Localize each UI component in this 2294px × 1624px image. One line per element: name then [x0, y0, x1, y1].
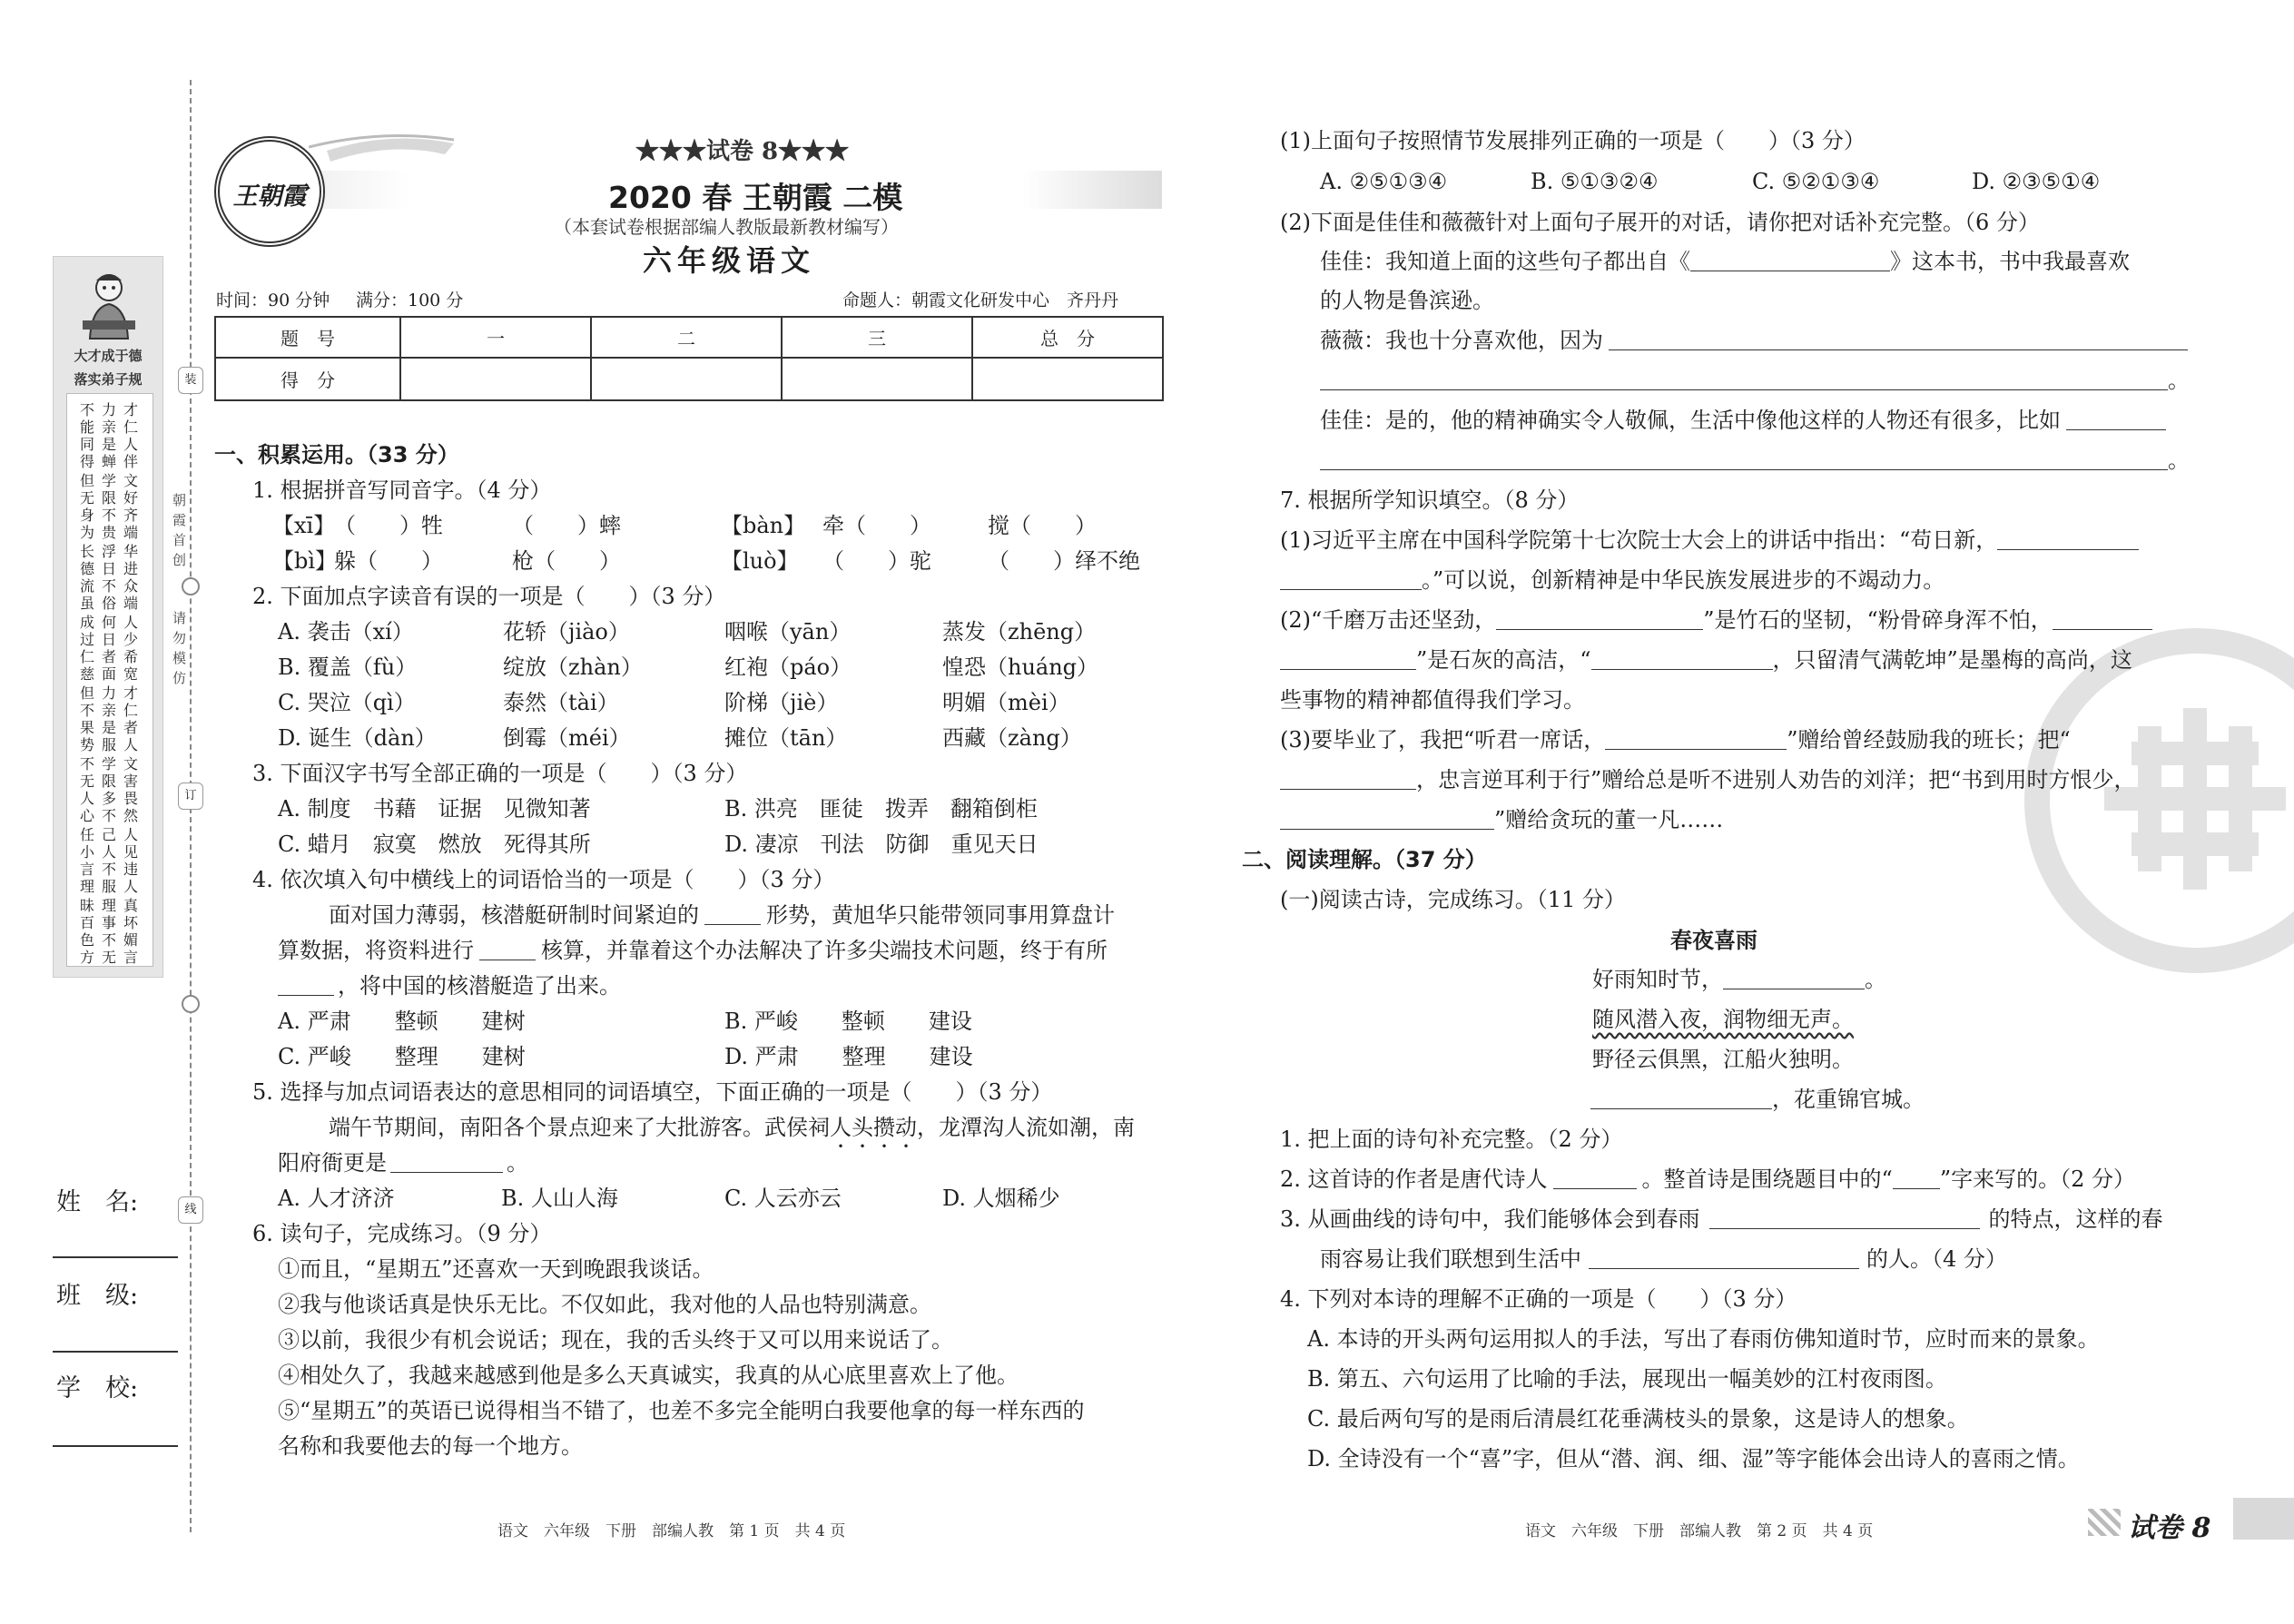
- sidebar-verse-column: 学限不贵: [102, 472, 117, 541]
- q6-sentence-5: ⑤“星期五”的英语已说得相当不错了，也差不多完全能明白我要他拿的每一样东西的: [278, 1398, 1085, 1423]
- q2-option-word: 红袍（páo）: [724, 655, 852, 680]
- poem-q3-line-2: 雨容易让我们联想到生活中 的人。（4 分）: [1320, 1246, 2007, 1272]
- q2-option-word: 绽放（zhàn）: [503, 655, 643, 680]
- name-label: 姓 名:: [56, 1188, 139, 1216]
- q1-blank[interactable]: （ ）牲: [334, 513, 443, 538]
- sidebar-verse-column: 成过仁慈: [80, 614, 95, 683]
- q4-blank-1[interactable]: [704, 901, 761, 925]
- q6-sentence-3: ③以前，我很少有机会说话；现在，我的舌头终于又可以用来说话了。: [278, 1327, 953, 1353]
- sidebar-verse-column: 力亲是蝉: [102, 401, 117, 470]
- sidebar-verse-column: 人见违人: [123, 826, 139, 895]
- binding-circle-1: [182, 577, 200, 595]
- poem-line-4: ，花重锦官城。: [1590, 1082, 1925, 1117]
- footer-left: 语文 六年级 下册 部编人教 第 1 页 共 4 页: [497, 1522, 846, 1540]
- book-title-blank[interactable]: [1690, 247, 1890, 271]
- score-header: 二: [591, 317, 782, 358]
- sidebar-verse-column: 但不果势: [80, 684, 95, 753]
- q7-2-blank-3[interactable]: [1280, 645, 1416, 670]
- q7-3-line-3: ”赠给贪玩的董一凡……: [1280, 802, 1723, 838]
- q3-option-a[interactable]: A. 制度 书藉 证据 见微知著: [278, 796, 591, 822]
- poem-q4-option-b[interactable]: B. 第五、六句运用了比喻的手法，展现出一幅美妙的江村夜雨图。: [1307, 1366, 1947, 1392]
- q3-option-b[interactable]: B. 洪亮 匪徒 拨弄 翻箱倒柜: [724, 796, 1038, 822]
- q7-2-blank-1[interactable]: [1496, 605, 1703, 630]
- binding-tab-3: 线: [178, 1196, 203, 1224]
- q2-option-word: 摊位（tān）: [724, 725, 848, 751]
- q1-blank[interactable]: 搅（ ）: [988, 513, 1097, 538]
- q7-2-line-3: 些事物的精神都值得我们学习。: [1280, 687, 1585, 713]
- exam-author: 命题人：朝霞文化研发中心 齐丹丹: [842, 290, 1119, 310]
- q5-option-b[interactable]: B. 人山人海: [501, 1186, 618, 1211]
- q1-pinyin: 【luò】: [721, 548, 799, 574]
- poet-blank[interactable]: [1553, 1165, 1637, 1189]
- q2-option-word[interactable]: B. 覆盖（fù）: [278, 655, 418, 680]
- sidebar-verse-column: 才仁者人: [123, 684, 139, 753]
- sidebar-verse-column: 浮日不俗: [102, 543, 117, 612]
- school-field[interactable]: [53, 1445, 178, 1447]
- poem-q1: 1. 把上面的诗句补充完整。（2 分）: [1280, 1127, 1623, 1152]
- q2-option-word: 倒霉（méi）: [503, 725, 631, 751]
- q5-passage-1: 端午节期间，南阳各个景点迎来了大批游客。武侯祠人头攒动，龙潭沟人流如潮，南: [329, 1115, 1135, 1140]
- q4-passage-2: 算数据，将资料进行 核算，并靠着这个办法解决了许多尖端技术问题，终于有所: [278, 938, 1108, 963]
- jiajia-blank-2[interactable]: [1320, 446, 2168, 470]
- sidebar-verse-column: 文好齐端: [123, 472, 139, 541]
- logo: [214, 136, 325, 247]
- sidebar-motto-1: 大才成于德: [74, 348, 143, 364]
- sidebar-verse-column: 学限多不: [102, 755, 117, 824]
- q5-option-d[interactable]: D. 人烟稀少: [942, 1186, 1060, 1211]
- q6-sentence-5-cont: 名称和我要他去的每一个地方。: [278, 1433, 583, 1459]
- q7-2-line-2: ”是石灰的高洁，“ ，只留清气满乾坤”是墨梅的高尚，这: [1280, 643, 2132, 678]
- footer-corner-bar: [2233, 1498, 2294, 1540]
- q3-option-d[interactable]: D. 凄凉 刊法 防御 重见天日: [724, 832, 1039, 857]
- q2-title: 2. 下面加点字读音有误的一项是（ ）（3 分）: [252, 584, 726, 609]
- q5-passage-2: 阳府衙更是 。: [278, 1150, 528, 1176]
- q5-option-a[interactable]: A. 人才济济: [278, 1186, 395, 1211]
- q7-1-blank-2[interactable]: [1280, 566, 1422, 590]
- exam-subject: 六年级语文: [643, 243, 816, 278]
- q1-blank[interactable]: 枪（ ）: [512, 548, 621, 574]
- q6-sentence-1: ①而且，“星期五”还喜欢一天到晚跟我谈话。: [278, 1256, 714, 1282]
- q1-pinyin: 【bì】: [272, 548, 338, 574]
- poem-blank-2[interactable]: [1590, 1085, 1772, 1109]
- score-row-label: 得 分: [215, 358, 400, 400]
- q6-1-option-c[interactable]: C. ⑤②①③④: [1752, 169, 1880, 194]
- weiwei-blank-1[interactable]: [1609, 326, 2188, 350]
- score-header: 三: [782, 317, 972, 358]
- q7-1-blank-1[interactable]: [1997, 526, 2139, 550]
- sidebar-verse-column: 但无身为: [80, 472, 95, 541]
- poem-q4: 4. 下列对本诗的理解不正确的一项是（ ）（3 分）: [1280, 1286, 1797, 1312]
- q2-option-word: 泰然（tài）: [503, 690, 619, 715]
- sidebar-verse-column: 任小言理: [80, 826, 95, 895]
- jiajia-line-2-cont: 。: [1320, 443, 2190, 478]
- q5-dotted-phrase: 人头攒动: [830, 1115, 917, 1140]
- q4-option-c[interactable]: C. 严峻 整理 建树: [278, 1044, 526, 1069]
- sidebar-verse-column: 人少希宽: [123, 614, 139, 683]
- binding-tab-1: 装: [178, 367, 203, 394]
- sidebar-verse-column: 力亲是服: [102, 684, 117, 753]
- q2-option-word[interactable]: D. 诞生（dàn）: [278, 725, 437, 751]
- q4-blank-3[interactable]: [278, 971, 334, 996]
- sidebar-verse-column: 真坏媚言: [123, 897, 139, 966]
- q7-3-blank-2[interactable]: [1280, 765, 1416, 790]
- q6-title: 6. 读句子，完成练习。（9 分）: [252, 1221, 552, 1246]
- q2-option-word: 蒸发（zhēng）: [942, 619, 1097, 645]
- weiwei-blank-2[interactable]: [1320, 366, 2168, 390]
- q4-option-b[interactable]: B. 严峻 整顿 建设: [724, 1009, 972, 1034]
- q2-option-word[interactable]: C. 哭泣（qì）: [278, 690, 416, 715]
- poem-blank-1[interactable]: [1723, 965, 1865, 989]
- sidebar-verse-column: 文害畏然: [123, 755, 139, 824]
- jiajia-line-1-cont: 的人物是鲁滨逊。: [1320, 288, 1494, 313]
- rain-feature-blank[interactable]: [1709, 1205, 1980, 1229]
- footer-paper-tag: 试卷 8: [2128, 1512, 2211, 1544]
- people-blank[interactable]: [1589, 1245, 1859, 1269]
- sidebar-verse-column: 理事不无: [102, 897, 117, 966]
- title-char-blank[interactable]: [1893, 1165, 1940, 1189]
- sidebar-verse-column: 昧百色方: [80, 897, 95, 966]
- sidebar-verse-column: 长德流虽: [80, 543, 95, 612]
- jiajia-line-1: 佳佳：我知道上面的这些句子都出自《 》这本书，书中我最喜欢: [1320, 249, 2130, 274]
- exam-time: 时间：90 分钟: [216, 290, 330, 310]
- q2-option-word: 西藏（zàng）: [942, 725, 1082, 751]
- q1-pinyin: 【xī】: [272, 513, 336, 538]
- name-field[interactable]: [53, 1256, 178, 1258]
- q1-title: 1. 根据拼音写同音字。（4 分）: [252, 477, 552, 503]
- q1-blank[interactable]: （ ）蟀: [512, 513, 621, 538]
- q1-blank[interactable]: （ ）驼: [822, 548, 931, 574]
- poem-q3-line-1: 3. 从画曲线的诗句中，我们能够体会到春雨 的特点，这样的春: [1280, 1206, 2163, 1232]
- sidebar-motto-2: 落实弟子规: [74, 371, 143, 388]
- q6-1-option-b[interactable]: B. ⑤①③②④: [1531, 169, 1659, 194]
- q3-title: 3. 下面汉字书写全部正确的一项是（ ）（3 分）: [252, 761, 748, 786]
- exam-subtitle: （本套试卷根据部编人教版最新教材编写）: [554, 216, 899, 238]
- q7-title: 7. 根据所学知识填空。（8 分）: [1280, 487, 1580, 513]
- poem-title: 春夜喜雨: [1670, 928, 1757, 953]
- q1-pinyin: 【bàn】: [721, 513, 806, 538]
- sidebar-grid: [66, 393, 153, 967]
- q7-2-line-1: (2)“千磨万击还坚劲， ”是竹石的坚韧，“粉骨碎身浑不怕，: [1280, 603, 2152, 638]
- q6-sentence-2: ②我与他谈话真是快乐无比。不仅如此，我对他的人品也特别满意。: [278, 1292, 931, 1317]
- q7-3-blank-3[interactable]: [1280, 805, 1494, 830]
- section-2-title: 二、阅读理解。（37 分）: [1242, 847, 1487, 872]
- q7-1-line-2: 。”可以说，创新精神是中华民族发展进步的不竭动力。: [1280, 563, 1944, 598]
- score-cell[interactable]: [782, 358, 972, 400]
- score-header: 题 号: [215, 317, 400, 358]
- exam-title: 2020 春 王朝霞 二模: [608, 180, 903, 215]
- school-label: 学 校:: [56, 1374, 139, 1403]
- exam-full-marks: 满分：100 分: [356, 290, 464, 310]
- q3-option-c[interactable]: C. 蜡月 寂寞 燃放 死得其所: [278, 832, 591, 857]
- poem-line-3: 野径云俱黑，江船火独明。: [1592, 1047, 1854, 1072]
- q2-option-word: 明媚（mèi）: [942, 690, 1070, 715]
- q4-option-d[interactable]: D. 严肃 整理 建设: [724, 1044, 973, 1069]
- logo-ribbon: [327, 123, 454, 167]
- q6-sentence-4: ④相处久了，我越来越感到他是多么天真诚实，我真的从心底里喜欢上了他。: [278, 1363, 1019, 1388]
- q4-passage-3: ，将中国的核潜艇造了出来。: [278, 969, 621, 1004]
- q2-option-word[interactable]: A. 袭击（xí）: [278, 619, 414, 645]
- logo-text: 王朝霞: [232, 182, 307, 211]
- class-label: 班 级:: [56, 1282, 139, 1310]
- poem-line-2: 随风潜入夜，润物细无声。: [1592, 1007, 1854, 1032]
- paper-number: ★★★试卷 8★★★: [635, 138, 850, 165]
- binding-circle-2: [182, 995, 200, 1013]
- score-header: 一: [400, 317, 591, 358]
- q7-1-line-1: (1)习近平主席在中国科学院第十七次院士大会上的讲话中指出：“苟日新，: [1280, 523, 2139, 558]
- class-field[interactable]: [53, 1351, 178, 1353]
- sidebar-verse-column: 才仁人伴: [123, 401, 139, 470]
- poem-q4-option-d[interactable]: D. 全诗没有一个“喜”字，但从“潜、润、细、湿”等字能体会出诗人的喜雨之情。: [1307, 1446, 2080, 1471]
- footer-right: 语文 六年级 下册 部编人教 第 2 页 共 4 页: [1525, 1522, 1874, 1540]
- q7-2-blank-2[interactable]: [2053, 605, 2152, 630]
- score-cell[interactable]: [972, 358, 1163, 400]
- q5-title: 5. 选择与加点词语表达的意思相同的词语填空，下面正确的一项是（ ）（3 分）: [252, 1079, 1053, 1105]
- q6-2-title: (2)下面是佳佳和薇薇针对上面句子展开的对话，请你把对话补充完整。（6 分）: [1280, 210, 2040, 235]
- section-1-title: 一、积累运用。（33 分）: [214, 442, 459, 468]
- q6-1-title: (1)上面句子按照情节发展排列正确的一项是（ ）（3 分）: [1280, 128, 1866, 153]
- sidebar-verse-column: 己人不服: [102, 826, 117, 895]
- watermark-seal: [2024, 628, 2294, 973]
- poem-line-1: 好雨知时节， 。: [1592, 967, 1886, 992]
- q1-blank[interactable]: （ ）绎不绝: [988, 548, 1140, 574]
- sidebar-verse-column: 不能同得: [80, 401, 95, 470]
- q1-blank[interactable]: 牵（ ）: [822, 513, 931, 538]
- q7-3-line-2: ，忠言逆耳利于行”赠给总是听不进别人劝告的刘洋；把“书到用时方恨少，: [1280, 763, 2136, 798]
- q4-title: 4. 依次填入句中横线上的词语恰当的一项是（ ）（3 分）: [252, 867, 835, 892]
- scholar-illustration: [79, 268, 139, 340]
- weiwei-line-2: 。: [1320, 363, 2190, 399]
- q2-option-word: 花轿（jiào）: [503, 619, 630, 645]
- q2-option-word: 阶梯（jiè）: [724, 690, 839, 715]
- q5-option-c[interactable]: C. 人云亦云: [724, 1186, 842, 1211]
- footer-corner-pattern: [2088, 1509, 2121, 1536]
- q1-blank[interactable]: 躲（ ）: [334, 548, 443, 574]
- score-header: 总 分: [972, 317, 1163, 358]
- poem-q4-option-a[interactable]: A. 本诗的开头两句运用拟人的手法，写出了春雨仿佛知道时节，应时而来的景象。: [1307, 1326, 2100, 1352]
- q2-option-word: 惶恐（huáng）: [942, 655, 1099, 680]
- weiwei-line: 薇薇：我也十分喜欢他，因为: [1320, 323, 2188, 359]
- q4-passage-1: 面对国力薄弱，核潜艇研制时间紧迫的 形势，黄旭华只能带领同事用算盘计: [329, 902, 1115, 928]
- q5-blank[interactable]: [390, 1148, 503, 1173]
- binding-note-1: 朝霞首创: [172, 492, 187, 568]
- jiajia-line-2: 佳佳：是的，他的精神确实令人敬佩，生活中像他这样的人物还有很多，比如: [1320, 403, 2166, 438]
- binding-note-2: 请勿模仿: [172, 610, 187, 686]
- q2-option-word: 咽喉（yān）: [724, 619, 852, 645]
- sidebar-verse-column: 不无人心: [80, 755, 95, 824]
- score-cell[interactable]: [400, 358, 591, 400]
- q7-3-blank-1[interactable]: [1605, 725, 1787, 750]
- score-cell[interactable]: [591, 358, 782, 400]
- sidebar-verse-column: 华进众端: [123, 543, 139, 612]
- poem-q2: 2. 这首诗的作者是唐代诗人 。整首诗是围绕题目中的“ ”字来写的。（2 分）: [1280, 1166, 2135, 1192]
- reading-1-title: (一)阅读古诗，完成练习。（11 分）: [1280, 887, 1626, 912]
- poem-q4-option-c[interactable]: C. 最后两句写的是雨后清晨红花垂满枝头的景象，这是诗人的想象。: [1307, 1406, 1969, 1432]
- binding-tab-2: 订: [178, 782, 203, 810]
- q7-2-blank-4[interactable]: [1591, 645, 1773, 670]
- sidebar-verse-column: 何日者面: [102, 614, 117, 683]
- q6-1-option-d[interactable]: D. ②③⑤①④: [1972, 169, 2101, 194]
- q4-blank-2[interactable]: [479, 936, 536, 960]
- jiajia-blank-1[interactable]: [2066, 406, 2166, 430]
- q4-option-a[interactable]: A. 严肃 整顿 建树: [278, 1009, 526, 1034]
- q6-1-option-a[interactable]: A. ②⑤①③④: [1320, 169, 1448, 194]
- score-table: [214, 316, 1164, 401]
- sidebar-panel: [53, 256, 163, 978]
- q7-3-line-1: (3)要毕业了，我把“听君一席话， ”赠给曾经鼓励我的班长；把“: [1280, 727, 2071, 753]
